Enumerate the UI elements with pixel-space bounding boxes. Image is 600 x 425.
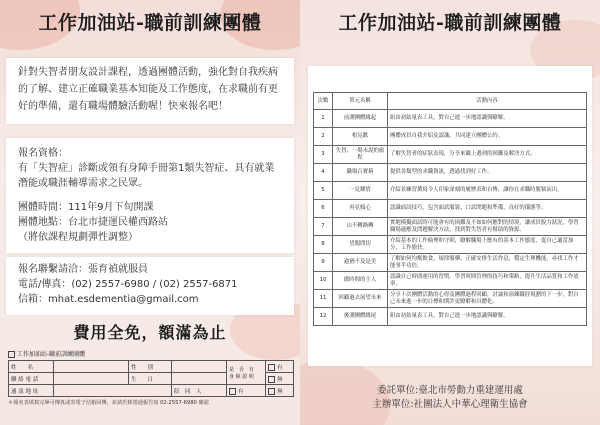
organizing-unit: 主辦單位:社團法人中華心理衛生協會 (372, 399, 528, 410)
contact-email[interactable]: 信箱：mhat.esdementia@gmail.com (18, 294, 199, 305)
unit-name: 再見傾心 (333, 200, 388, 218)
unit-name: 做時間的主人 (333, 272, 388, 290)
group-place: 團體地點：台北市捷運民權西路站 (18, 217, 168, 228)
companion-yes[interactable] (227, 385, 266, 397)
row-number: 3 (314, 146, 333, 164)
activity-content: 介紹基本的工作倫理和守則，瞭解職場上應有的基本工作態度，促自己適當加分，工作愉快。 (388, 236, 587, 254)
has-label: 有 (238, 388, 244, 395)
contact-phone: 電話/傳真：(02) 2557-6980 / (02) 2557-6871 (18, 279, 238, 290)
birthday-field[interactable] (172, 373, 227, 385)
activity-content: 組由初始量表工具，對自己進一步地認識與瞭解。 (388, 308, 587, 326)
contact-heading: 報名聯繫請洽：張育禎就服員 (18, 264, 148, 275)
group-time: 團體時間：111年9月下旬開課 (18, 202, 154, 213)
activity-content: 認識面試技巧，包含面試服裝、口試問題和準備，良好的儀態等。 (388, 200, 587, 218)
disability-no[interactable] (266, 373, 294, 385)
row-number: 2 (314, 128, 333, 146)
qualification-heading: 報名資格： (18, 148, 68, 159)
table-row (314, 236, 587, 254)
row-number: 6 (314, 200, 333, 218)
table-row (314, 254, 587, 272)
row-number: 12 (314, 308, 333, 326)
disability-yes[interactable] (266, 361, 294, 373)
row-number: 9 (314, 254, 333, 272)
free-fee-banner: 費用全免，額滿為止 (73, 323, 227, 342)
form-note: ＊報名表填寫完畢可傳真或寄電子信箱回傳，並請於致電通報告知 02-2557-6980 確認 (8, 400, 209, 406)
table-row (314, 272, 587, 290)
activity-content: 分享十次團體活動的心得及團體過程回顧，討論和演練職涯規劃的下一步，對自己未來進一步的目標和期許更瞭解和具體化。 (388, 290, 587, 308)
table-row (314, 308, 587, 326)
checkbox-icon[interactable] (268, 364, 275, 371)
companion-no[interactable] (266, 385, 294, 397)
activity-content: 實地模擬面試時可能會有的困難及不如如何應對的情境，讓成員脫力狀況，學習職場適應及問題解決方法，找到對失智者有幫助的資源。 (388, 218, 587, 236)
activity-content: 認識自己時間運用的習慣，學習時間管理的技巧和策略，提升生活品質和工作效率。 (388, 272, 587, 290)
name-field[interactable] (54, 361, 129, 373)
form-caption-text: 工作加油站-職前訓練團體 (17, 351, 86, 358)
row-number: 8 (314, 236, 333, 254)
table-row (314, 146, 587, 164)
table-row (314, 200, 587, 218)
activity-content: 了解失智者的症狀表現，分享來職上遇到的困難及解決方式。 (388, 146, 587, 164)
row-number: 5 (314, 182, 333, 200)
name-label: 姓 名 (9, 361, 54, 373)
yes-label: 有 (277, 364, 283, 371)
checkbox-icon[interactable] (268, 376, 275, 383)
unit-name: 望聞問切 (333, 236, 388, 254)
table-row (314, 128, 587, 146)
disability-label-1: 是 否 有 (229, 366, 255, 373)
address-field[interactable] (54, 385, 172, 397)
activity-content: 組由初始量表工具，對自己進一步地認識與瞭解。 (388, 110, 587, 128)
unit-name: 回顧過去展望未來 (333, 290, 388, 308)
table-row (314, 164, 587, 182)
row-number: 4 (314, 164, 333, 182)
table-row (314, 290, 587, 308)
row-number: 1 (314, 110, 333, 128)
unit-name: 山不轉路轉 (333, 218, 388, 236)
unit-name: 失智、一場未說的旅程 (333, 146, 388, 164)
activity-content: 介紹並練習撰寫令人印象深刻的履歷表和自傳，讓你在求職時脫穎而出。 (388, 182, 587, 200)
flyer-title-right: 工作加油站-職前訓練團體 (338, 12, 562, 34)
col-header-count: 次數 (314, 93, 333, 110)
address-label: 通 訊 地 址 (9, 385, 54, 397)
unit-name: 前測團體緣起 (333, 110, 388, 128)
form-table (8, 360, 294, 397)
schedule-body (314, 110, 587, 326)
row-number: 11 (314, 290, 333, 308)
form-caption (8, 349, 294, 358)
schedule-table (313, 92, 587, 326)
table-row (314, 110, 587, 128)
companion-label: 陪 同 人 (172, 385, 227, 397)
flyer-title: 工作加油站-職前訓練團體 (38, 12, 262, 34)
intro-text: 針對失智者朋友設計課程，透過團體活動，強化對自我疾病的了解、建立正確職業基本知能及工作態度，在求職前有更好的準備，還有職場體驗活動喔！快來報名吧！ (18, 67, 278, 112)
right-flyer-panel (300, 0, 600, 425)
no-label: 無 (277, 376, 283, 383)
activity-content: 了解如何均衡飲食，規律服藥、正確安排生活作息，穩定生理機能，尋找工作才能事半功倍。 (388, 254, 587, 272)
group-place-note: （將依課程規劃彈性調整） (18, 232, 138, 243)
activity-content: 團體成員自我介紹及認識，共同建立團體公約。 (388, 128, 587, 146)
qualification-text: 有「失智症」診斷或領有身障手冊第1類失智症、具有就業潛能或職涯輔導需求之民眾。 (18, 163, 275, 189)
disability-label (227, 361, 266, 385)
disability-label-2: 身 障 證 明 (229, 373, 254, 380)
col-header-unit: 單元名稱 (333, 93, 388, 110)
checkbox-icon[interactable] (8, 351, 15, 358)
unit-name: 職場百寶箱 (333, 164, 388, 182)
unit-name: 一見鍾情 (333, 182, 388, 200)
table-row (314, 182, 587, 200)
checkbox-icon[interactable] (229, 388, 236, 395)
registration-form (8, 349, 294, 406)
row-number: 7 (314, 218, 333, 236)
col-header-content: 活動內容 (388, 93, 587, 110)
commissioning-unit: 委託單位:臺北市勞動力重建運用處 (377, 385, 523, 396)
none-label: 無 (277, 388, 283, 395)
schedule-table-wrap (313, 92, 587, 326)
unit-name: 過猶不及是美 (333, 254, 388, 272)
table-row (314, 218, 587, 236)
phone-field[interactable] (54, 373, 129, 385)
gender-label: 性 別 (129, 361, 172, 373)
activity-content: 提供各類型的求職資訊，透過找到好工作。 (388, 164, 587, 182)
gender-field[interactable] (172, 361, 227, 373)
row-number: 10 (314, 272, 333, 290)
unit-name: 相見歡 (333, 128, 388, 146)
unit-name: 後測團體緣尾 (333, 308, 388, 326)
birthday-label: 生 日 (129, 373, 172, 385)
phone-label: 聯 絡 電 話 (9, 373, 54, 385)
checkbox-icon[interactable] (268, 388, 275, 395)
